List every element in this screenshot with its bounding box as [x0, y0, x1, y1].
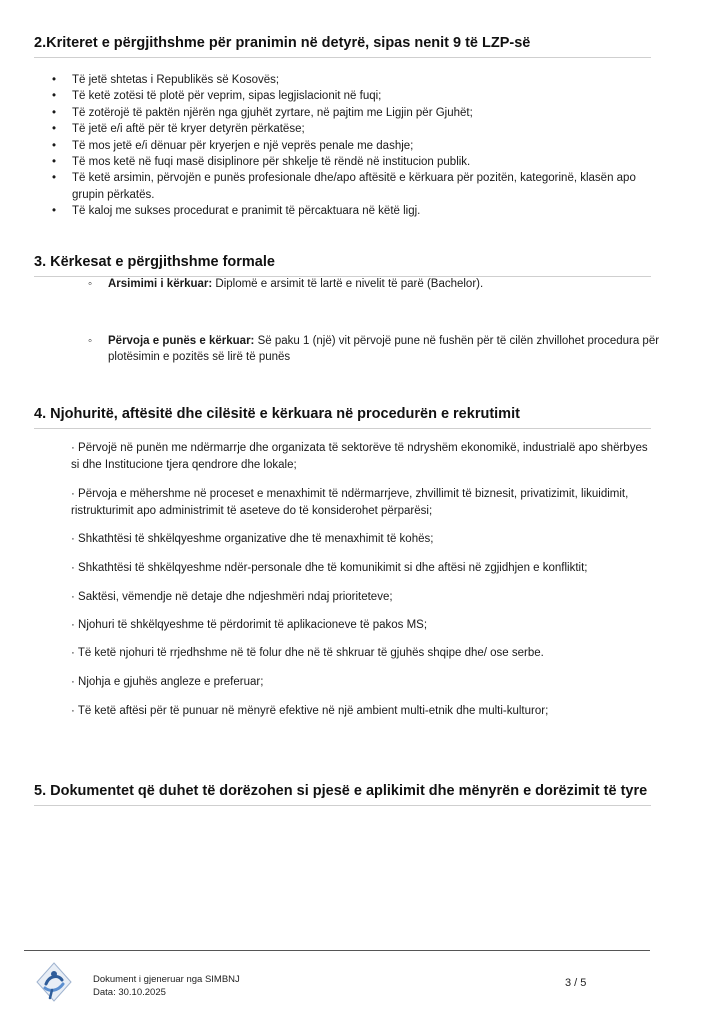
requirement-label: Përvoja e punës e kërkuar: [108, 335, 255, 347]
generated-date: Data: 30.10.2025 [93, 987, 166, 998]
skill-item: · Njohuri të shkëlqyeshme të përdorimit të aplikacioneve të pakos MS; [71, 619, 428, 631]
list-item: • Të jetë e/i aftë për të kryer detyrën përkatëse; [52, 121, 652, 137]
section-2-list [52, 72, 652, 220]
simbnj-logo-icon [36, 962, 72, 1002]
section-5-heading: 5. Dokumentet që duhet të dorëzohen si pjesë e aplikimit dhe mënyrën e dorëzimit të tyre [34, 782, 651, 806]
skill-item: · Të ketë njohuri të rrjedhshme në të folur dhe në të shkruar të gjuhës shqipe dhe/ ose serbe. [71, 647, 544, 659]
skill-item: · Saktësi, vëmendje në detaje dhe ndjeshmëri ndaj prioriteteve; [71, 591, 393, 603]
requirement-label: Arsimimi i kërkuar: [108, 278, 213, 290]
section-2-heading: 2.Kriteret e përgjithshme për pranimin në detyrë, sipas nenit 9 të LZP-së [34, 34, 651, 58]
section-3-heading: 3. Kërkesat e përgjithshme formale [34, 253, 651, 277]
section-4-heading: 4. Njohuritë, aftësitë dhe cilësitë e kërkuara në procedurën e rekrutimit [34, 405, 651, 429]
list-item: • Të zotërojë të paktën njërën nga gjuhët zyrtare, në pajtim me Ligjin për Gjuhët; [52, 105, 652, 121]
list-item: • Të kaloj me sukses procedurat e pranimit të përcaktuara në këtë ligj. [52, 203, 652, 219]
skill-item: · Përvojë në punën me ndërmarrje dhe organizata të sektorëve të ndryshëm ekonomikë, industrialë apo shërbyes si dhe Institucione tjera qendrore dhe lokale; [71, 442, 648, 471]
generated-by: Dokument i gjeneruar nga SIMBNJ [93, 974, 240, 985]
list-item: • Të jetë shtetas i Republikës së Kosovës; [52, 72, 652, 88]
list-item: • Të mos ketë në fuqi masë disiplinore për shkelje të rëndë në institucion publik. [52, 154, 652, 170]
skill-item: · Shkathtësi të shkëlqyeshme organizative dhe të menaxhimit të kohës; [71, 533, 434, 545]
footer-divider [24, 950, 650, 951]
list-item: • Të mos jetë e/i dënuar për kryerjen e një veprës penale me dashje; [52, 138, 652, 154]
skill-item: · Njohja e gjuhës angleze e preferuar; [71, 676, 264, 688]
list-item: • Të ketë arsimin, përvojën e punës profesionale dhe/apo aftësitë e kërkuara për pozitën, kategorinë, klasën apo grupin përkatës. [52, 170, 652, 203]
requirement-experience [88, 333, 668, 366]
requirement-education [88, 276, 668, 292]
requirement-text: Diplomë e arsimit të lartë e nivelit të parë (Bachelor). [212, 278, 484, 290]
list-item: • Të ketë zotësi të plotë për veprim, sipas legjislacionit në fuqi; [52, 88, 652, 104]
requirement-text: Së paku 1 (një) vit përvojë pune në fushën për të cilën zhvillohet procedura për plotësimin e pozitës së lirë të punës [108, 335, 660, 364]
page-number: 3 / 5 [565, 977, 587, 989]
skill-item: · Të ketë aftësi për të punuar në mënyrë efektive në një ambient multi-etnik dhe multi-kulturor; [71, 705, 549, 717]
skill-item: · Përvoja e mëhershme në proceset e menaxhimit të ndërmarrjeve, zhvillimit të biznesit, privatizimit, likuidimit, ristrukturimit apo administrimit të aseteve do të konsiderohet përparësi; [71, 488, 629, 517]
skill-item: · Shkathtësi të shkëlqyeshme ndër-personale dhe të komunikimit si dhe aftësi në zgjidhjen e konfliktit; [71, 562, 588, 574]
footer-info [93, 973, 240, 999]
